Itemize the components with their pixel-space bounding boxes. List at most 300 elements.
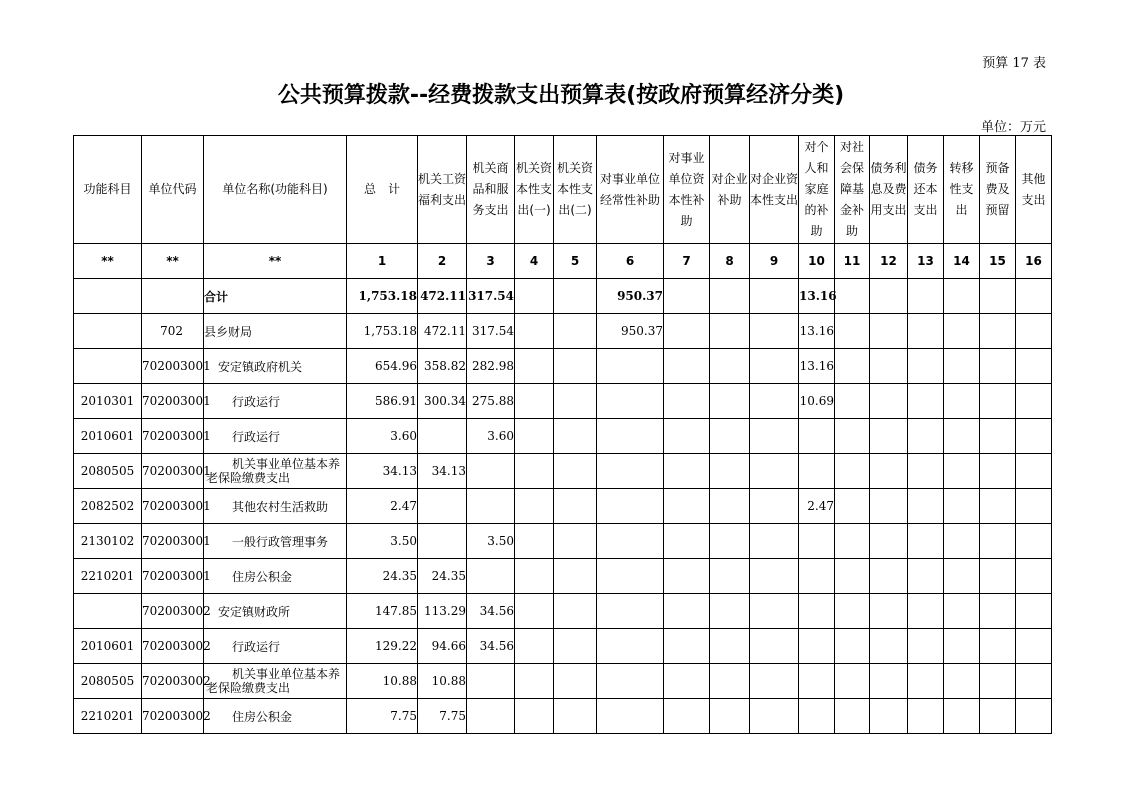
amount-cell: 10.69 <box>799 384 835 419</box>
table-row <box>74 384 1052 419</box>
amount-cell <box>597 349 664 384</box>
function-code-cell: 2082502 <box>74 489 142 524</box>
amount-cell <box>710 524 750 559</box>
amount-cell <box>799 629 835 664</box>
amount-cell <box>835 419 870 454</box>
amount-cell <box>799 699 835 734</box>
amount-cell <box>944 594 980 629</box>
amount-cell <box>554 279 597 314</box>
index-cell: 16 <box>1016 244 1052 279</box>
unit-name-cell: 一般行政管理事务 <box>204 524 347 559</box>
amount-cell <box>710 489 750 524</box>
column-header: 债务利息及费用支出 <box>870 136 908 244</box>
table-number: 预算 17 表 <box>982 56 1046 71</box>
amount-cell: 2.47 <box>799 489 835 524</box>
index-cell: 15 <box>980 244 1016 279</box>
amount-cell: 3.50 <box>467 524 515 559</box>
amount-cell: 10.88 <box>347 664 418 699</box>
amount-cell: 282.98 <box>467 349 515 384</box>
index-cell: ** <box>204 244 347 279</box>
amount-cell: 1,753.18 <box>347 279 418 314</box>
column-header: 功能科目 <box>74 136 142 244</box>
amount-cell <box>835 559 870 594</box>
unit-name-cell: 行政运行 <box>204 384 347 419</box>
amount-cell: 2.47 <box>347 489 418 524</box>
unit-code-cell: 702003002 <box>142 629 204 664</box>
amount-cell <box>515 559 554 594</box>
amount-cell <box>870 664 908 699</box>
amount-cell <box>980 279 1016 314</box>
amount-cell <box>980 384 1016 419</box>
table-row <box>74 314 1052 349</box>
amount-cell <box>664 279 710 314</box>
amount-cell <box>1016 454 1052 489</box>
amount-cell: 654.96 <box>347 349 418 384</box>
amount-cell <box>418 489 467 524</box>
amount-cell <box>908 279 944 314</box>
function-code-cell: 2010301 <box>74 384 142 419</box>
unit-code-cell: 702003001 <box>142 524 204 559</box>
amount-cell: 7.75 <box>347 699 418 734</box>
amount-cell <box>710 314 750 349</box>
amount-cell: 24.35 <box>418 559 467 594</box>
amount-cell <box>554 629 597 664</box>
amount-cell <box>710 384 750 419</box>
column-header: 机关商品和服务支出 <box>467 136 515 244</box>
amount-cell <box>710 594 750 629</box>
function-code-cell: 2010601 <box>74 629 142 664</box>
amount-cell <box>664 699 710 734</box>
amount-cell <box>944 559 980 594</box>
amount-cell <box>750 384 799 419</box>
amount-cell <box>597 524 664 559</box>
amount-cell <box>710 349 750 384</box>
column-header: 机关资本性支出(二) <box>554 136 597 244</box>
unit-name-cell: 安定镇政府机关 <box>204 349 347 384</box>
function-code-cell: 2080505 <box>74 454 142 489</box>
amount-cell <box>515 594 554 629</box>
unit-code-cell: 702003002 <box>142 594 204 629</box>
column-header: 对社会保障基金补助 <box>835 136 870 244</box>
amount-cell <box>1016 419 1052 454</box>
amount-cell <box>835 489 870 524</box>
unit-name-cell: 县乡财局 <box>204 314 347 349</box>
amount-cell: 147.85 <box>347 594 418 629</box>
amount-cell: 13.16 <box>799 314 835 349</box>
amount-cell <box>554 559 597 594</box>
amount-cell <box>750 594 799 629</box>
amount-cell <box>908 629 944 664</box>
column-header: 对个人和家庭的补助 <box>799 136 835 244</box>
index-cell: 9 <box>750 244 799 279</box>
amount-cell <box>944 314 980 349</box>
amount-cell: 3.60 <box>347 419 418 454</box>
function-code-cell: 2210201 <box>74 559 142 594</box>
amount-cell: 129.22 <box>347 629 418 664</box>
amount-cell <box>980 664 1016 699</box>
amount-cell <box>1016 699 1052 734</box>
amount-cell <box>710 699 750 734</box>
amount-cell <box>664 594 710 629</box>
amount-cell <box>944 384 980 419</box>
unit-code-cell: 702003002 <box>142 699 204 734</box>
amount-cell <box>515 419 554 454</box>
amount-cell <box>418 524 467 559</box>
amount-cell <box>664 664 710 699</box>
amount-cell <box>799 594 835 629</box>
amount-cell: 34.56 <box>467 594 515 629</box>
unit-name-cell: 安定镇财政所 <box>204 594 347 629</box>
amount-cell <box>750 349 799 384</box>
amount-cell <box>980 489 1016 524</box>
amount-cell <box>554 664 597 699</box>
amount-cell <box>467 664 515 699</box>
index-cell: 3 <box>467 244 515 279</box>
table-row <box>74 629 1052 664</box>
amount-cell <box>664 314 710 349</box>
table-row <box>74 454 1052 489</box>
index-cell: 6 <box>597 244 664 279</box>
column-header: 总 计 <box>347 136 418 244</box>
index-cell: 14 <box>944 244 980 279</box>
amount-cell <box>944 454 980 489</box>
amount-cell <box>980 454 1016 489</box>
column-header: 预备费及预留 <box>980 136 1016 244</box>
column-header: 对企业资本性支出 <box>750 136 799 244</box>
amount-cell <box>467 559 515 594</box>
amount-cell <box>980 559 1016 594</box>
unit-name-cell: 行政运行 <box>204 629 347 664</box>
amount-cell <box>1016 524 1052 559</box>
unit-label: 单位：万元 <box>980 120 1046 135</box>
amount-cell <box>418 419 467 454</box>
unit-code-cell: 702003001 <box>142 349 204 384</box>
amount-cell: 94.66 <box>418 629 467 664</box>
amount-cell <box>750 664 799 699</box>
amount-cell <box>1016 594 1052 629</box>
amount-cell <box>980 699 1016 734</box>
amount-cell <box>515 384 554 419</box>
amount-cell <box>554 454 597 489</box>
amount-cell <box>908 664 944 699</box>
amount-cell <box>799 559 835 594</box>
amount-cell: 1,753.18 <box>347 314 418 349</box>
amount-cell <box>515 664 554 699</box>
index-cell: 8 <box>710 244 750 279</box>
column-header: 单位名称(功能科目) <box>204 136 347 244</box>
amount-cell <box>835 699 870 734</box>
amount-cell <box>870 629 908 664</box>
amount-cell <box>835 384 870 419</box>
index-cell: 2 <box>418 244 467 279</box>
amount-cell <box>908 349 944 384</box>
amount-cell <box>799 664 835 699</box>
amount-cell <box>1016 384 1052 419</box>
amount-cell <box>835 454 870 489</box>
amount-cell <box>870 489 908 524</box>
amount-cell: 113.29 <box>418 594 467 629</box>
amount-cell: 275.88 <box>467 384 515 419</box>
unit-name-cell: 住房公积金 <box>204 559 347 594</box>
index-cell: 4 <box>515 244 554 279</box>
function-code-cell: 2080505 <box>74 664 142 699</box>
amount-cell <box>908 419 944 454</box>
amount-cell <box>664 454 710 489</box>
amount-cell: 300.34 <box>418 384 467 419</box>
total-row <box>74 279 1052 314</box>
amount-cell <box>944 699 980 734</box>
amount-cell <box>835 664 870 699</box>
amount-cell <box>1016 559 1052 594</box>
amount-cell <box>710 559 750 594</box>
unit-name-cell: 机关事业单位基本养老保险缴费支出 <box>204 664 347 699</box>
index-cell: 12 <box>870 244 908 279</box>
column-header: 债务还本支出 <box>908 136 944 244</box>
amount-cell <box>710 664 750 699</box>
amount-cell <box>870 419 908 454</box>
amount-cell <box>835 314 870 349</box>
amount-cell: 317.54 <box>467 279 515 314</box>
amount-cell <box>908 384 944 419</box>
index-cell: ** <box>74 244 142 279</box>
amount-cell: 472.11 <box>418 279 467 314</box>
column-header: 机关工资福利支出 <box>418 136 467 244</box>
column-header: 机关资本性支出(一) <box>515 136 554 244</box>
amount-cell: 34.13 <box>418 454 467 489</box>
index-row <box>74 244 1052 279</box>
amount-cell <box>554 419 597 454</box>
amount-cell <box>1016 349 1052 384</box>
amount-cell <box>554 489 597 524</box>
amount-cell <box>554 314 597 349</box>
amount-cell <box>908 454 944 489</box>
amount-cell <box>750 314 799 349</box>
amount-cell <box>1016 314 1052 349</box>
amount-cell <box>515 454 554 489</box>
amount-cell <box>664 524 710 559</box>
unit-code-cell: 702003001 <box>142 454 204 489</box>
amount-cell <box>980 419 1016 454</box>
amount-cell <box>870 594 908 629</box>
amount-cell <box>980 349 1016 384</box>
amount-cell <box>870 699 908 734</box>
amount-cell <box>944 279 980 314</box>
index-cell: 13 <box>908 244 944 279</box>
amount-cell <box>597 454 664 489</box>
amount-cell: 3.60 <box>467 419 515 454</box>
amount-cell <box>835 524 870 559</box>
amount-cell: 13.16 <box>799 279 835 314</box>
function-code-cell <box>74 594 142 629</box>
amount-cell <box>944 349 980 384</box>
amount-cell <box>597 384 664 419</box>
unit-code-cell: 702003002 <box>142 664 204 699</box>
amount-cell <box>750 559 799 594</box>
amount-cell <box>467 489 515 524</box>
amount-cell <box>467 699 515 734</box>
unit-code-cell: 702003001 <box>142 384 204 419</box>
page-title: 公共预算拨款--经费拨款支出预算表(按政府预算经济分类) <box>277 83 845 108</box>
function-code-cell <box>74 349 142 384</box>
budget-table <box>73 135 1052 734</box>
amount-cell <box>870 384 908 419</box>
amount-cell <box>980 629 1016 664</box>
index-cell: 11 <box>835 244 870 279</box>
table-row <box>74 559 1052 594</box>
amount-cell <box>980 594 1016 629</box>
amount-cell <box>835 594 870 629</box>
table-row <box>74 699 1052 734</box>
amount-cell <box>870 559 908 594</box>
amount-cell <box>597 664 664 699</box>
column-header: 对事业单位经常性补助 <box>597 136 664 244</box>
index-cell: ** <box>142 244 204 279</box>
amount-cell <box>515 489 554 524</box>
amount-cell <box>597 489 664 524</box>
amount-cell: 472.11 <box>418 314 467 349</box>
amount-cell <box>597 419 664 454</box>
amount-cell: 7.75 <box>418 699 467 734</box>
amount-cell <box>597 559 664 594</box>
unit-name-cell: 合计 <box>204 279 347 314</box>
amount-cell <box>908 559 944 594</box>
amount-cell <box>1016 664 1052 699</box>
function-code-cell <box>74 314 142 349</box>
table-row <box>74 419 1052 454</box>
column-header: 对事业单位资本性补助 <box>664 136 710 244</box>
amount-cell <box>944 664 980 699</box>
amount-cell <box>750 699 799 734</box>
amount-cell <box>750 524 799 559</box>
amount-cell <box>908 524 944 559</box>
amount-cell <box>750 454 799 489</box>
unit-code-cell: 702003001 <box>142 489 204 524</box>
amount-cell <box>554 349 597 384</box>
unit-code-cell: 702003001 <box>142 419 204 454</box>
amount-cell <box>554 524 597 559</box>
amount-cell <box>1016 489 1052 524</box>
function-code-cell: 2210201 <box>74 699 142 734</box>
amount-cell <box>799 419 835 454</box>
amount-cell <box>944 524 980 559</box>
amount-cell: 34.13 <box>347 454 418 489</box>
amount-cell <box>554 594 597 629</box>
amount-cell <box>710 419 750 454</box>
amount-cell <box>944 629 980 664</box>
index-cell: 10 <box>799 244 835 279</box>
amount-cell: 24.35 <box>347 559 418 594</box>
table-row <box>74 524 1052 559</box>
function-code-cell <box>74 279 142 314</box>
amount-cell <box>980 314 1016 349</box>
amount-cell <box>870 279 908 314</box>
amount-cell <box>799 524 835 559</box>
amount-cell <box>750 489 799 524</box>
amount-cell <box>750 279 799 314</box>
amount-cell: 10.88 <box>418 664 467 699</box>
amount-cell <box>467 454 515 489</box>
unit-code-cell <box>142 279 204 314</box>
amount-cell <box>750 419 799 454</box>
amount-cell: 586.91 <box>347 384 418 419</box>
amount-cell <box>664 629 710 664</box>
amount-cell <box>515 524 554 559</box>
table-row <box>74 349 1052 384</box>
amount-cell <box>515 629 554 664</box>
amount-cell <box>908 594 944 629</box>
column-header: 转移性支出 <box>944 136 980 244</box>
amount-cell <box>835 279 870 314</box>
amount-cell <box>908 699 944 734</box>
amount-cell <box>515 279 554 314</box>
unit-name-cell: 机关事业单位基本养老保险缴费支出 <box>204 454 347 489</box>
amount-cell <box>554 699 597 734</box>
table-row <box>74 489 1052 524</box>
amount-cell: 317.54 <box>467 314 515 349</box>
index-cell: 7 <box>664 244 710 279</box>
amount-cell <box>554 384 597 419</box>
amount-cell: 358.82 <box>418 349 467 384</box>
amount-cell <box>750 629 799 664</box>
column-header: 对企业补助 <box>710 136 750 244</box>
table-row <box>74 594 1052 629</box>
amount-cell <box>870 454 908 489</box>
amount-cell: 34.56 <box>467 629 515 664</box>
index-cell: 5 <box>554 244 597 279</box>
amount-cell: 3.50 <box>347 524 418 559</box>
amount-cell <box>710 454 750 489</box>
amount-cell <box>515 314 554 349</box>
amount-cell <box>1016 279 1052 314</box>
amount-cell <box>980 524 1016 559</box>
amount-cell <box>908 489 944 524</box>
amount-cell <box>870 314 908 349</box>
amount-cell <box>515 349 554 384</box>
amount-cell <box>870 524 908 559</box>
amount-cell <box>597 594 664 629</box>
amount-cell <box>1016 629 1052 664</box>
index-cell: 1 <box>347 244 418 279</box>
amount-cell: 950.37 <box>597 314 664 349</box>
amount-cell <box>597 629 664 664</box>
amount-cell: 950.37 <box>597 279 664 314</box>
header-row <box>74 136 1052 244</box>
amount-cell <box>799 454 835 489</box>
amount-cell <box>710 629 750 664</box>
amount-cell <box>835 629 870 664</box>
amount-cell <box>870 349 908 384</box>
column-header: 其他支出 <box>1016 136 1052 244</box>
unit-code-cell: 702003001 <box>142 559 204 594</box>
unit-name-cell: 住房公积金 <box>204 699 347 734</box>
amount-cell <box>597 699 664 734</box>
amount-cell <box>664 349 710 384</box>
amount-cell <box>944 419 980 454</box>
amount-cell <box>835 349 870 384</box>
amount-cell <box>908 314 944 349</box>
amount-cell <box>664 384 710 419</box>
amount-cell <box>710 279 750 314</box>
column-header: 单位代码 <box>142 136 204 244</box>
amount-cell <box>664 559 710 594</box>
unit-code-cell: 702 <box>142 314 204 349</box>
function-code-cell: 2130102 <box>74 524 142 559</box>
amount-cell <box>515 699 554 734</box>
table-row <box>74 664 1052 699</box>
amount-cell <box>944 489 980 524</box>
amount-cell: 13.16 <box>799 349 835 384</box>
amount-cell <box>664 489 710 524</box>
